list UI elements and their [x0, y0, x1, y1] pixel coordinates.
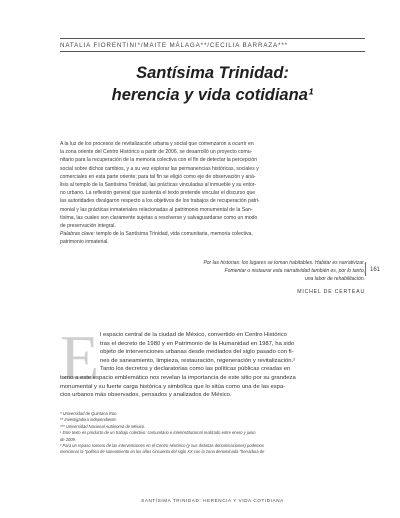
- body-line: objeto de intervenciones urbanas desde mediados del siglo pasado con fi-: [100, 349, 294, 356]
- page-number: 161: [370, 267, 381, 273]
- footnote: ** Investigadora independiente.: [60, 417, 117, 423]
- body-line: monumental y su fuerte carga histórica y simbólica que lo sitúa como una de las espa-: [60, 383, 286, 390]
- abstract-line: las autoridades divulgaron respecto a los objetivos de los trabajos de recuperación patri-: [60, 198, 260, 205]
- abstract-line: social sobre dichos cambios, y a su vez explorar las permanencias históricas, sociales y: [60, 165, 259, 172]
- footnote: ¹ Este texto es producto de un trabajo colectivo: comunitario e interinstitucional realizado entre enero y junio: [60, 430, 256, 436]
- footnote: mencionar la “política de saneamiento en los años cincuenta del siglo XX con la zona denominada “herradura de: [60, 449, 265, 455]
- abstract-line: la zona oriente del Centro Histórico a partir de 2006, se desarrolló un proyecto comu-: [60, 149, 253, 156]
- keywords-label: Palabras clave:: [60, 231, 95, 238]
- page-number-divider: [365, 262, 366, 276]
- title-line-1: Santísima Trinidad:: [136, 64, 289, 82]
- footnote: * Universidad de Quintana Roo.: [60, 411, 118, 416]
- body-line: nes de saneamiento, limpieza, restauración, regeneración y revitalización.²: [100, 357, 296, 364]
- keywords-text: templo de la Santísima Trinidad, vida comunitaria, memoria colectiva,: [94, 231, 253, 238]
- abstract-line: comerciales en esta parte oriente; para tal fin se eligió como eje de observación y aná-: [60, 173, 256, 180]
- body-line: l espacio central de la ciudad de México, convertido en Centro Histórico: [100, 332, 287, 338]
- authors-rule: [60, 51, 365, 52]
- abstract-line: nitario para la recuperación de la memoria colectiva con el fin de detectar la percepción: [60, 157, 258, 164]
- epigraph-line-1: Por las historias: los lugares se toman habitables. Habitar es narrativizar.: [203, 260, 365, 266]
- top-rule: [60, 38, 365, 39]
- abstract-line: de preservación integral.: [60, 223, 116, 230]
- epigraph-author: MICHEL DE CERTEAU: [297, 289, 365, 295]
- epigraph-line-2: Fomentar o restaurar esta narratividad también es, por lo tanto,: [224, 268, 365, 274]
- title-line-2: herencia y vida cotidiana¹: [111, 86, 314, 104]
- footnote: de 2009.: [60, 436, 76, 442]
- body-line: tras el decreto de 1980 y en Patrimonio de la Humanidad en 1987, ha sido: [100, 340, 295, 347]
- abstract: [60, 140, 365, 247]
- drop-cap: E: [60, 322, 100, 393]
- abstract-line: lisis al templo de la Santísima Trinidad, las prácticas vinculadas al inmueble y su entor-: [60, 182, 257, 189]
- footnotes: [60, 411, 365, 456]
- abstract-line: monial y las prácticas inmateriales relacionadas al patrimonio monumental de la San-: [60, 206, 253, 213]
- body-line: torno a este espacio emblemático nos revelan la importancia de este sitio por su grandeza: [60, 374, 296, 381]
- abstract-line: tísima, las cuales son claramente sujetas a resolverse y salvaguardarse como un modo: [60, 214, 258, 221]
- epigraph-line-3: una labor de rehabilitación.: [304, 276, 365, 282]
- body-line: cios urbanos más observados, pensados y analizados de México.: [60, 392, 232, 399]
- keywords-line-2: patrimonio inmaterial.: [60, 239, 109, 246]
- body-text: [60, 331, 365, 400]
- article-authors: NATALIA FIORENTINI*/MAITE MÁLAGA**/CECILIA BARRAZA***: [60, 42, 288, 49]
- abstract-line: A la luz de los procesos de revitalización urbana y social que comenzaron a ocurrir en: [60, 141, 254, 147]
- running-footer: SANTÍSIMA TRINIDAD: HERENCIA Y VIDA COTIDIANA: [141, 498, 284, 503]
- body-line: Tanto los decretos y declaratorias como las políticas públicas creadas en: [100, 366, 291, 373]
- footnote: *** Universidad Nacional Autónoma de México.: [60, 423, 146, 429]
- article-title: [60, 62, 365, 106]
- abstract-line: no urbano. La reflexión general que sustenta el texto pretende vincular el discurso que: [60, 190, 256, 197]
- epigraph: [130, 259, 365, 296]
- keywords: [60, 230, 365, 238]
- footnote: ² Para un repaso somero de las intervenciones en el Centro Histórico (y sus distintas denominaciones) podemos: [60, 443, 264, 449]
